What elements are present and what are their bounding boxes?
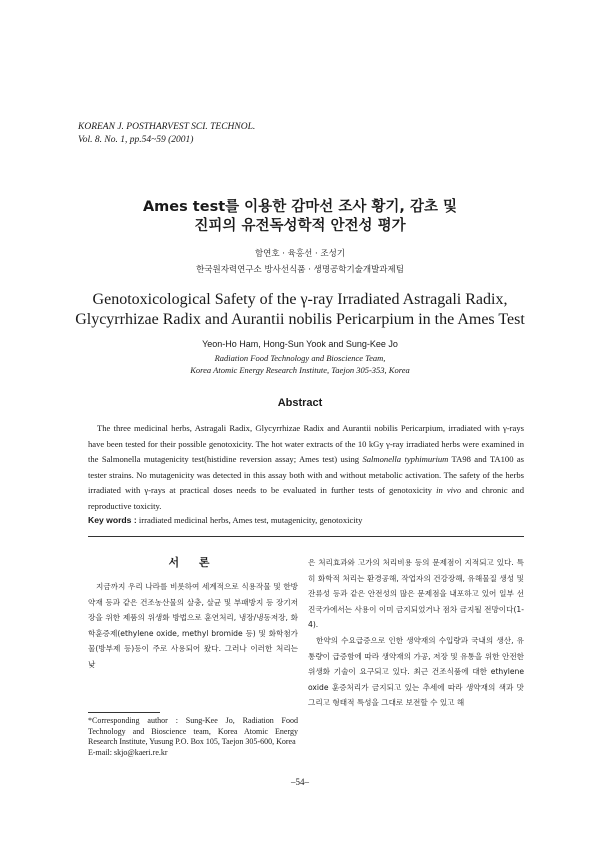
english-title-line1: Genotoxicological Safety of the γ-ray Irradiated Astragali Radix, — [92, 291, 508, 308]
footnote — [88, 716, 298, 758]
abstract-species: Salmonella typhimurium — [362, 454, 449, 464]
abstract-in-vivo: in vivo — [436, 485, 462, 495]
intro-right-paragraph-2: 한약의 수요급증으로 인한 생약재의 수입량과 국내의 생산, 유통량이 급증함에 따라 생약재의 가공, 저장 및 유통을 위한 안전한 위생화 기술이 요구되고 있다. 최근 건조식품에 대한 ethylene oxide 훈증처리가 금지되고 있는 추세에 따라 생약재의 색과 맛 그리고 형태적 특성을 그대로 보전할 수 있고 해 — [308, 636, 524, 708]
affiliation-line1: Radiation Food Technology and Bioscience Team, — [214, 353, 386, 363]
english-title — [0, 290, 600, 330]
intro-right-paragraph-1: 은 처리효과와 고가의 처리비용 등의 문제점이 지적되고 있다. 특히 화학적 처리는 환경공해, 작업자의 건강장해, 유해물질 생성 및 잔류성 등과 같은 안전성의 많은 문제점을 내포하고 있어 일부 선진국가에서는 사용이 이미 금지되었거나 점차 금지될 전망이다(1-4). — [308, 558, 524, 630]
abstract-body — [88, 421, 524, 514]
english-authors: Yeon-Ho Ham, Hong-Sun Yook and Sung-Kee Jo — [202, 339, 398, 349]
intro-left-column: 지금까지 우리 나라를 비롯하여 세계적으로 식용작물 및 한방약재 등과 같은 건조농산물의 살충, 살균 및 부패방지 등 장기저장을 위한 제품의 위생화 방법으로 훈연처리, 냉장/냉동저장, 화학훈증제(ethylene oxide, methyl bromide 등) 및 화학첨가물(방부제 등)등이 주로 사용되어 왔다. 그러나 이러한 처리는 낮 — [88, 582, 298, 669]
korean-title-line1: Ames test를 이용한 감마선 조사 황기, 감초 및 — [142, 199, 458, 215]
section-divider — [88, 536, 524, 537]
footnote-text: *Corresponding author : Sung-Kee Jo, Radiation Food Technology and Bioscience team, Korea Atomic Energy Research Institute, Yusung P.O. Box 105, Taejon 305-600, Korea — [88, 716, 298, 747]
korean-affiliation: 한국원자력연구소 방사선식품 · 생명공학기술개발과제팀 — [196, 265, 404, 275]
korean-title — [0, 198, 600, 236]
keywords — [88, 514, 524, 526]
abstract-part2: TA98 and TA100 as tester strains. No mutagenicity was detected in this assay both with and without metabolic activation. The safety of the herbs irradiated with γ-rays at practical doses needs to be evaluated in further tests of genotoxicity — [88, 454, 524, 495]
footnote-divider — [88, 712, 160, 713]
abstract-part3: and chronic and reproductive toxicity. — [88, 485, 525, 511]
footnote-email: E-mail: skjo@kaeri.re.kr — [88, 747, 168, 757]
abstract-heading: Abstract — [277, 397, 323, 409]
korean-title-line2: 진피의 유전독성학적 안전성 평가 — [194, 218, 406, 234]
journal-name: KOREAN J. POSTHARVEST SCI. TECHNOL. — [78, 122, 256, 132]
keywords-text: irradiated medicinal herbs, Ames test, mutagenicity, genotoxicity — [136, 515, 363, 525]
english-affiliation — [0, 352, 600, 376]
intro-heading: 서 론 — [168, 556, 218, 569]
abstract-part1: The three medicinal herbs, Astragali Radix, Glycyrrhizae Radix and Aurantii nobilis Pericarpium, irradiated with γ-rays have been tested for their possible genotoxicity. The hot water extracts of the 10 kGy γ-ray irradiated herbs were examined in the Salmonella mutagenicity test(histidine reversion assay; Ames test) using — [88, 423, 524, 464]
korean-authors: 함연호 · 육홍선 · 조성기 — [254, 249, 346, 259]
journal-volume: Vol. 8. No. 1, pp.54~59 (2001) — [78, 135, 194, 145]
page-number: –54– — [291, 777, 309, 787]
affiliation-line2: Korea Atomic Energy Research Institute, Taejon 305-353, Korea — [190, 365, 410, 375]
journal-header — [78, 121, 255, 147]
english-title-line2: Glycyrrhizae Radix and Aurantii nobilis Pericarpium in the Ames Test — [75, 311, 525, 328]
korean-authors-block — [0, 246, 600, 278]
keywords-label: Key words : — [88, 515, 137, 525]
